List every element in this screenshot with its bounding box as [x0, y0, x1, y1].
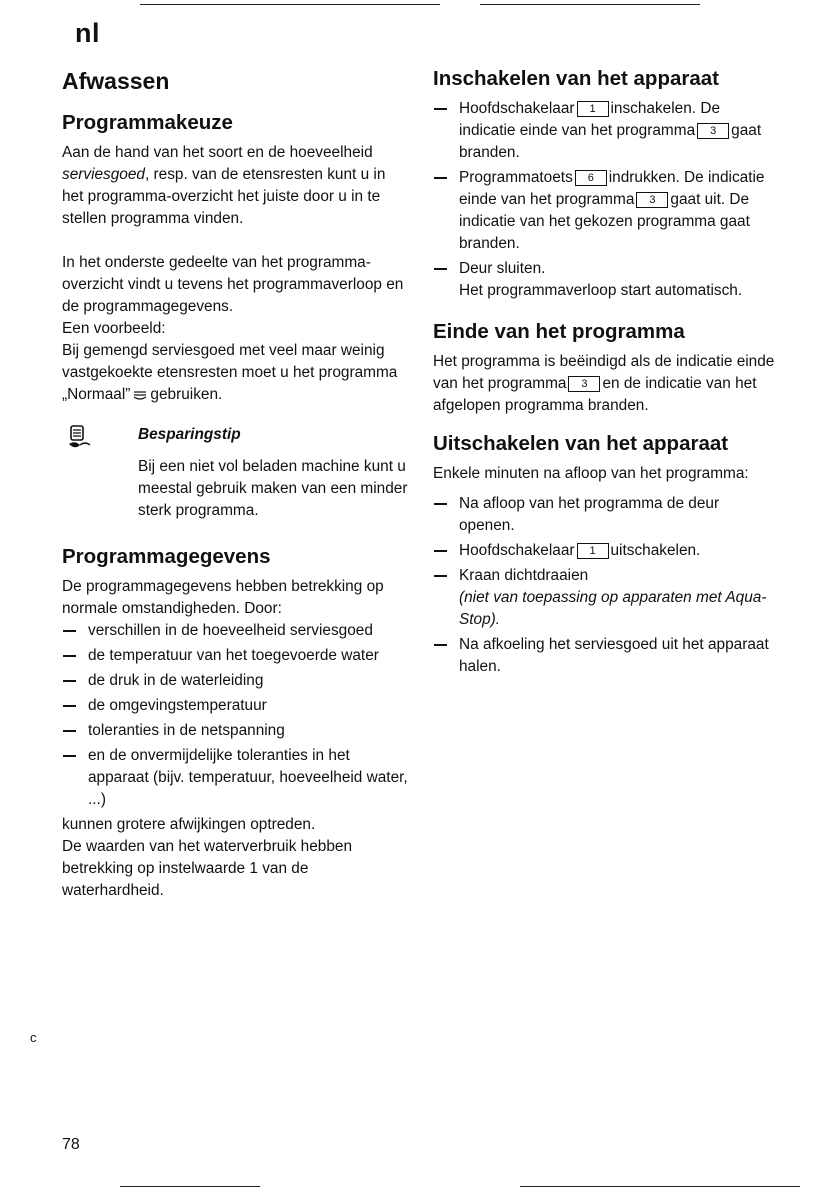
water-hardness-note: De waarden van het waterverbruik hebben betrekking op instelwaarde 1 van de waterhardheid. — [62, 838, 353, 899]
normal-program-icon — [133, 390, 147, 400]
programmakeuze-heading: Programmakeuze — [62, 111, 233, 134]
programmakeuze-paragraph-3: Een voorbeeld: — [62, 320, 166, 337]
language-label: nl — [75, 18, 100, 48]
list-item: Na afkoeling het serviesgoed uit het apparaat halen. — [433, 634, 778, 678]
tip-text: Bij een niet vol beladen machine kunt u meestal gebruik maken van een minder sterk programma. — [138, 458, 408, 519]
programmakeuze-paragraph-4: Bij gemengd serviesgoed met veel maar weinig vastgekoekte etensresten moet u het programma „Normaal” gebruiken. — [62, 342, 398, 403]
key-program-end: 3 — [697, 123, 729, 139]
list-item: Hoofdschakelaar 1 inschakelen. De indicatie einde van het programma 3 gaat branden. — [433, 98, 778, 164]
key-program-end: 3 — [636, 192, 668, 208]
list-item: de temperatuur van het toegevoerde water — [62, 645, 410, 667]
list-item: Kraan dichtdraaien (niet van toepassing op apparaten met Aqua-Stop). — [433, 565, 778, 631]
corner-mark: c — [30, 1030, 37, 1045]
programmakeuze-paragraph-2: In het onderste gedeelte van het programma-overzicht vindt u tevens het programmaverloop en de programmagegevens. — [62, 254, 404, 315]
tip-title: Besparingstip — [138, 426, 241, 443]
saving-tip — [62, 424, 410, 522]
list-item: de omgevingstemperatuur — [62, 695, 410, 717]
key-main-switch: 1 — [577, 101, 609, 117]
inschakelen-steps — [433, 98, 778, 302]
leaf-saving-icon — [66, 424, 92, 454]
list-item: verschillen in de hoeveelheid serviesgoed — [62, 620, 410, 642]
programmagegevens-heading: Programmagegevens — [62, 545, 271, 568]
page-number: 78 — [62, 1136, 80, 1153]
key-program-end: 3 — [568, 376, 600, 392]
list-item: Hoofdschakelaar 1 uitschakelen. — [433, 540, 778, 562]
top-rule-left — [140, 4, 440, 5]
left-column — [62, 66, 410, 902]
bottom-rule-left — [120, 1186, 260, 1187]
einde-paragraph: Het programma is beëindigd als de indicatie einde van het programma 3 en de indicatie van het afgelopen programma branden. — [433, 353, 775, 414]
list-item: toleranties in de netspanning — [62, 720, 410, 742]
list-item: Deur sluiten. Het programmaverloop start automatisch. — [433, 258, 778, 302]
inschakelen-heading: Inschakelen van het apparaat — [433, 67, 719, 90]
top-rule-right — [480, 4, 700, 5]
uitschakelen-intro: Enkele minuten na afloop van het programma: — [433, 465, 749, 482]
key-main-switch: 1 — [577, 543, 609, 559]
list-item: de druk in de waterleiding — [62, 670, 410, 692]
einde-heading: Einde van het programma — [433, 320, 685, 343]
list-item: Programmatoets 6 indrukken. De indicatie einde van het programma 3 gaat uit. De indicatie van het gekozen programma gaat branden. — [433, 167, 778, 255]
list-item: en de onvermijdelijke toleranties in het apparaat (bijv. temperatuur, hoeveelheid water, ...) — [62, 745, 410, 811]
uitschakelen-heading: Uitschakelen van het apparaat — [433, 432, 729, 455]
deviation-list — [62, 620, 410, 811]
programmagegevens-outro: kunnen grotere afwijkingen optreden. — [62, 816, 316, 833]
uitschakelen-steps — [433, 493, 778, 678]
bottom-rule-right — [520, 1186, 800, 1187]
programmakeuze-paragraph-1: Aan de hand van het soort en de hoeveelheid serviesgoed, resp. van de etensresten kunt u in het programma-overzicht het juiste door u in te stellen programma vinden. — [62, 144, 386, 227]
right-column — [433, 66, 778, 681]
list-item: Na afloop van het programma de deur openen. — [433, 493, 778, 537]
key-program: 6 — [575, 170, 607, 186]
section-title: Afwassen — [62, 68, 170, 94]
programmagegevens-intro: De programmagegevens hebben betrekking op normale omstandigheden. Door: — [62, 578, 384, 617]
